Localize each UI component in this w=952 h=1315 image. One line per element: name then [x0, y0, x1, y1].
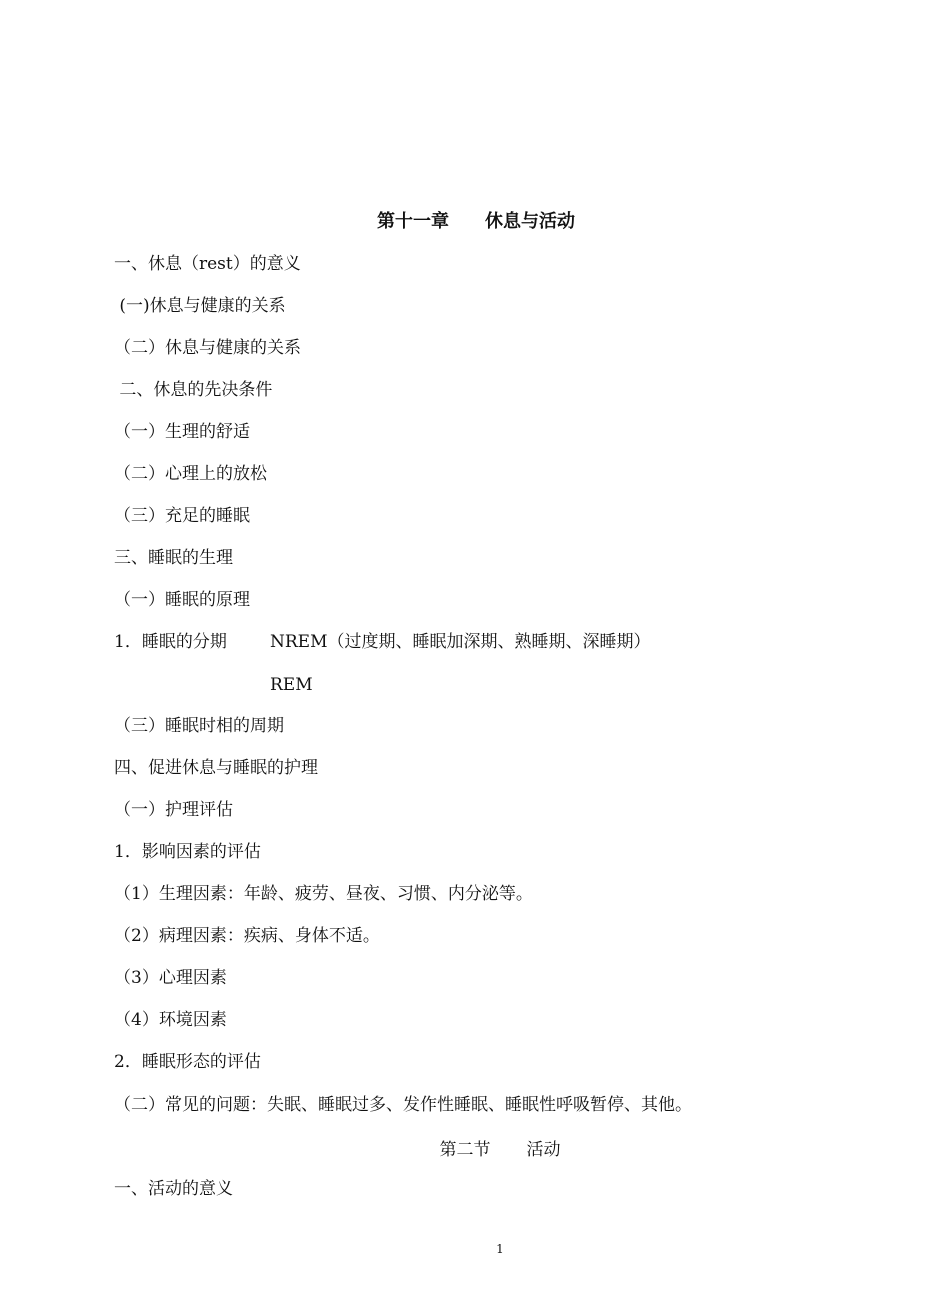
chapter-number: 第十一章	[377, 211, 449, 232]
item-factor-3: （3）心理因素	[114, 968, 227, 988]
subheading-1-2: （二）休息与健康的关系	[114, 338, 301, 358]
chapter-title	[0, 207, 952, 233]
subheading-3-1: （一）睡眠的原理	[114, 590, 250, 610]
sleep-stages-label: 1．睡眠的分期	[114, 632, 227, 652]
subheading-2-3: （三）充足的睡眠	[114, 506, 250, 526]
subheading-2-1: （一）生理的舒适	[114, 422, 250, 442]
section-number: 第二节	[439, 1140, 491, 1160]
heading-3: 三、睡眠的生理	[114, 548, 233, 568]
subheading-4-1: （一）护理评估	[114, 800, 233, 820]
item-factor-4: （4）环境因素	[114, 1010, 227, 1030]
item-factor-2: （2）病理因素：疾病、身体不适。	[114, 926, 380, 946]
heading-2: 二、休息的先决条件	[114, 380, 273, 400]
heading-1: 一、休息（rest）的意义	[114, 254, 301, 274]
heading-4: 四、促进休息与睡眠的护理	[114, 758, 318, 778]
subheading-3-3: （三）睡眠时相的周期	[114, 716, 284, 736]
item-4-1-1: 1．影响因素的评估	[114, 842, 261, 862]
section-title: 活动	[526, 1140, 561, 1160]
sleep-stage-nrem: NREM（过度期、睡眠加深期、熟睡期、深睡期）	[270, 632, 651, 652]
sleep-stage-rem: REM	[270, 675, 313, 695]
chapter-topic: 休息与活动	[485, 211, 575, 232]
page-number: 1	[496, 1242, 504, 1256]
common-problems: （二）常见的问题：失眠、睡眠过多、发作性睡眠、睡眠性呼吸暂停、其他。	[114, 1095, 692, 1115]
activity-heading-1: 一、活动的意义	[114, 1179, 233, 1199]
item-factor-1: （1）生理因素：年龄、疲劳、昼夜、习惯、内分泌等。	[114, 884, 533, 904]
subheading-1-1: (一)休息与健康的关系	[114, 296, 286, 316]
item-4-1-2: 2．睡眠形态的评估	[114, 1052, 261, 1072]
subheading-2-2: （二）心理上的放松	[114, 464, 267, 484]
section-heading	[0, 1135, 952, 1160]
